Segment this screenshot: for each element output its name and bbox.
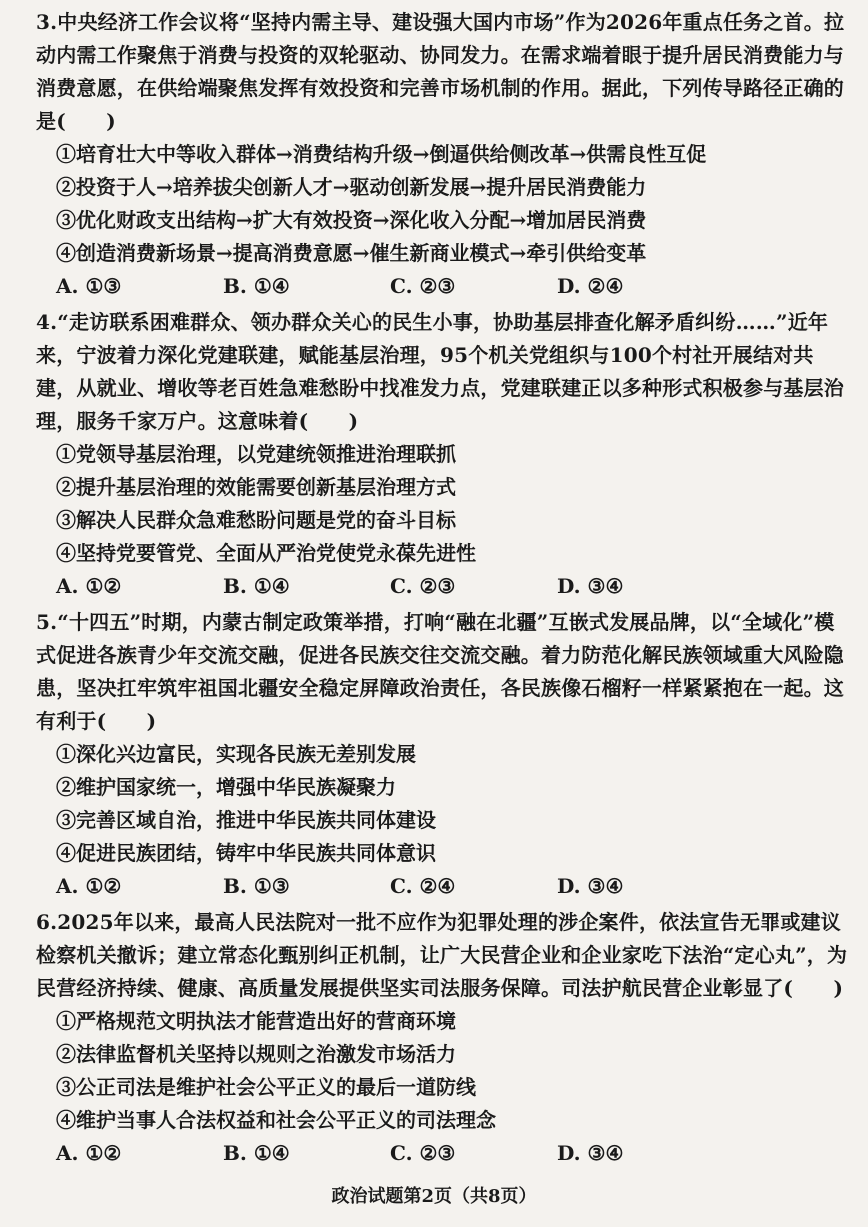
choice-d: D. ③④ xyxy=(557,1141,624,1165)
option-2: ②投资于人→培养拔尖创新人才→驱动创新发展→提升居民消费能力 xyxy=(56,175,647,199)
option-4: ④维护当事人合法权益和社会公平正义的司法理念 xyxy=(56,1108,496,1132)
choice-d: D. ②④ xyxy=(557,274,624,298)
answer-choices xyxy=(36,270,850,303)
choice-b: B. ①④ xyxy=(223,274,290,298)
option-4: ④创造消费新场景→提高消费意愿→催生新商业模式→牵引供给变革 xyxy=(56,241,647,265)
option-1: ①培育壮大中等收入群体→消费结构升级→倒逼供给侧改革→供需良性互促 xyxy=(56,142,707,166)
choice-d: D. ③④ xyxy=(557,574,624,598)
answer-choices xyxy=(36,870,850,903)
question-number: 4. xyxy=(36,310,58,334)
option-3: ③完善区域自治，推进中华民族共同体建设 xyxy=(56,808,436,832)
answer-choices xyxy=(36,1137,850,1170)
option-2: ②维护国家统一，增强中华民族凝聚力 xyxy=(56,775,396,799)
option-3: ③公正司法是维护社会公平正义的最后一道防线 xyxy=(56,1075,476,1099)
question-stem xyxy=(36,6,850,138)
question-text: “走访联系困难群众、领办群众关心的民生小事，协助基层排查化解矛盾纠纷……”近年来，宁波着力深化党建联建，赋能基层治理，95个机关党组织与100个村社开展结对共建，从就业、增收等老百姓急难愁盼中找准发力点，党建联建正以多种形式积极参与基层治理，服务千家万户。这意味着( ) xyxy=(36,310,844,433)
option-2: ②法律监督机关坚持以规则之治激发市场活力 xyxy=(56,1042,456,1066)
option-1: ①严格规范文明执法才能营造出好的营商环境 xyxy=(56,1009,456,1033)
choice-a: A. ①② xyxy=(56,874,122,898)
choice-a: A. ①③ xyxy=(56,274,122,298)
question-number: 6. xyxy=(36,910,58,934)
question-4 xyxy=(36,306,850,603)
question-text: 中央经济工作会议将“坚持内需主导、建设强大国内市场”作为2026年重点任务之首。拉动内需工作聚焦于消费与投资的双轮驱动、协同发力。在需求端着眼于提升居民消费能力与消费意愿，在供给端聚焦发挥有效投资和完善市场机制的作用。据此，下列传导路径正确的是( ) xyxy=(36,10,845,133)
question-stem xyxy=(36,306,850,438)
question-6 xyxy=(36,906,850,1170)
choice-c: C. ②③ xyxy=(390,274,456,298)
question-text: “十四五”时期，内蒙古制定政策举措，打响“融在北疆”互嵌式发展品牌，以“全域化”模式促进各族青少年交流交融，促进各民族交往交流交融。着力防范化解民族领域重大风险隐患，坚决扛牢筑牢祖国北疆安全稳定屏障政治责任，各民族像石榴籽一样紧紧抱在一起。这有利于( ) xyxy=(36,610,844,733)
option-3: ③解决人民群众急难愁盼问题是党的奋斗目标 xyxy=(56,508,456,532)
question-number: 3. xyxy=(36,10,58,34)
option-3: ③优化财政支出结构→扩大有效投资→深化收入分配→增加居民消费 xyxy=(56,208,647,232)
option-1: ①党领导基层治理，以党建统领推进治理联抓 xyxy=(56,442,456,466)
question-stem xyxy=(36,606,850,738)
choice-b: B. ①③ xyxy=(223,874,290,898)
option-4: ④促进民族团结，铸牢中华民族共同体意识 xyxy=(56,841,436,865)
choice-a: A. ①② xyxy=(56,1141,122,1165)
choice-b: B. ①④ xyxy=(223,574,290,598)
option-4: ④坚持党要管党、全面从严治党使党永葆先进性 xyxy=(56,541,476,565)
choice-c: C. ②③ xyxy=(390,1141,456,1165)
choice-a: A. ①② xyxy=(56,574,122,598)
question-stem xyxy=(36,906,850,1005)
choice-d: D. ③④ xyxy=(557,874,624,898)
question-text: 2025年以来，最高人民法院对一批不应作为犯罪处理的涉企案件，依法宣告无罪或建议检察机关撤诉；建立常态化甄别纠正机制，让广大民营企业和企业家吃下法治“定心丸”，为民营经济持续、健康、高质量发展提供坚实司法服务保障。司法护航民营企业彰显了( ) xyxy=(36,910,848,1000)
option-2: ②提升基层治理的效能需要创新基层治理方式 xyxy=(56,475,456,499)
question-5 xyxy=(36,606,850,903)
answer-choices xyxy=(36,570,850,603)
choice-b: B. ①④ xyxy=(223,1141,290,1165)
question-3 xyxy=(36,6,850,303)
option-1: ①深化兴边富民，实现各民族无差别发展 xyxy=(56,742,416,766)
choice-c: C. ②③ xyxy=(390,574,456,598)
page-footer: 政治试题第2页（共8页） xyxy=(331,1186,537,1207)
choice-c: C. ②④ xyxy=(390,874,456,898)
question-number: 5. xyxy=(36,610,58,634)
